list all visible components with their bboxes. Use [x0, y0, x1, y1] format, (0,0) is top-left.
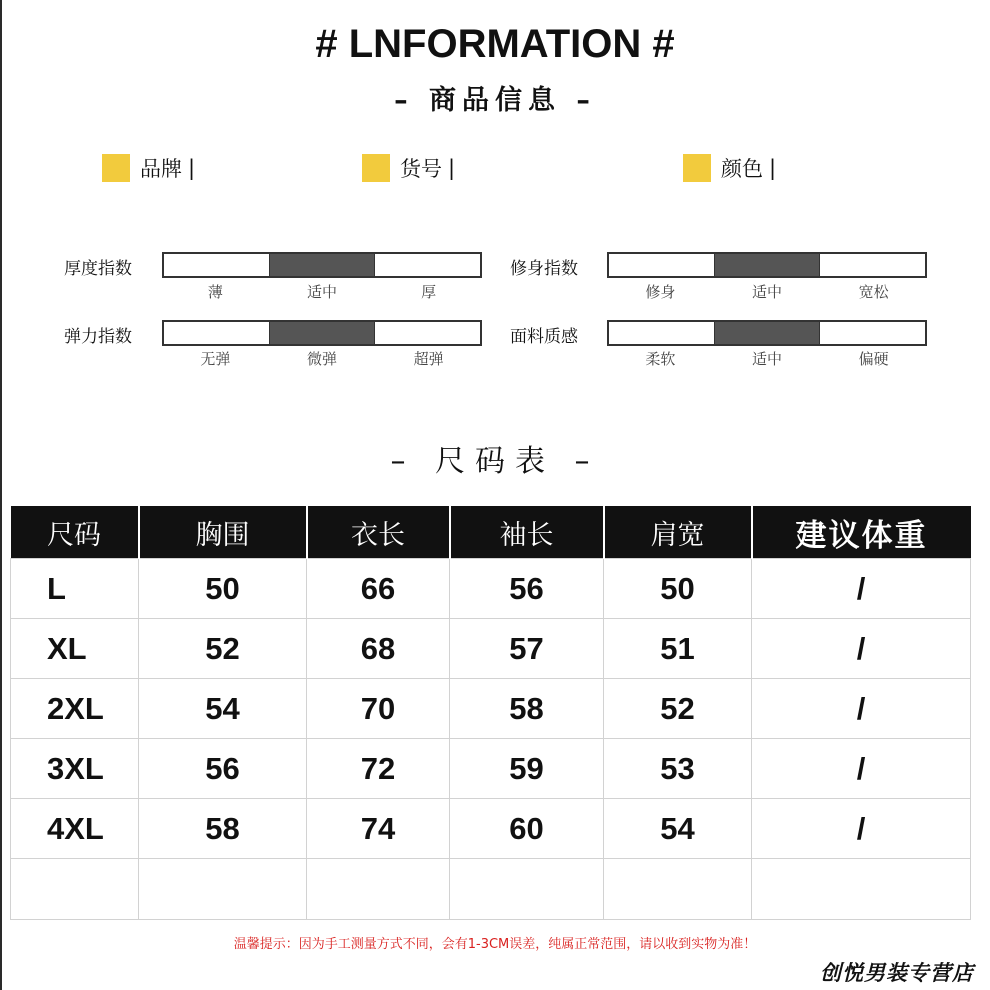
scale-option: 薄 — [207, 283, 223, 301]
scale-option: 适中 — [307, 283, 338, 301]
table-cell: 68 — [307, 619, 450, 679]
table-cell: 53 — [604, 739, 752, 799]
scale-segment — [819, 254, 925, 276]
yellow-square-icon — [102, 154, 130, 182]
shop-name-watermark: 创悦男装专营店 — [820, 961, 974, 985]
info-color — [683, 153, 776, 183]
table-cell: / — [752, 679, 971, 739]
measurement-notice: 温馨提示：因为手工测量方式不同，会有1-3CM误差，纯属正常范围，请以收到实物为准！ — [233, 937, 757, 952]
table-row-empty — [11, 859, 971, 920]
scale-option: 无弹 — [200, 350, 231, 368]
scale-segment — [609, 322, 714, 344]
table-cell: L — [11, 559, 139, 619]
header-chest: 胸围 — [139, 506, 307, 559]
yellow-square-icon — [683, 154, 711, 182]
table-row — [11, 619, 971, 679]
table-cell: 3XL — [11, 739, 139, 799]
elasticity-index-options — [162, 348, 482, 369]
table-cell — [752, 859, 971, 920]
table-cell: 51 — [604, 619, 752, 679]
table-cell: 4XL — [11, 799, 139, 859]
table-cell: / — [752, 799, 971, 859]
table-cell: 74 — [307, 799, 450, 859]
scale-option: 超弹 — [413, 350, 444, 368]
table-cell: 58 — [450, 679, 604, 739]
header-size: 尺码 — [11, 506, 139, 559]
table-cell: / — [752, 619, 971, 679]
table-cell: 56 — [450, 559, 604, 619]
fabric-index-options — [607, 348, 927, 369]
info-brand — [102, 153, 195, 183]
header-weight: 建议体重 — [752, 506, 971, 559]
info-separator: | — [769, 156, 777, 180]
table-row — [11, 679, 971, 739]
table-cell: 2XL — [11, 679, 139, 739]
scale-option: 柔软 — [645, 350, 676, 368]
scale-option: 微弹 — [307, 350, 338, 368]
table-cell: XL — [11, 619, 139, 679]
table-cell: 58 — [139, 799, 307, 859]
info-separator: | — [188, 156, 196, 180]
table-cell — [450, 859, 604, 920]
table-cell: / — [752, 739, 971, 799]
info-label: 颜色 — [721, 157, 763, 181]
header-length: 衣长 — [307, 506, 450, 559]
fit-index-scale — [607, 252, 927, 278]
table-cell: 70 — [307, 679, 450, 739]
table-cell: 59 — [450, 739, 604, 799]
scale-option: 适中 — [752, 350, 783, 368]
fabric-index-scale — [607, 320, 927, 346]
header-shoulder: 肩宽 — [604, 506, 752, 559]
scale-segment — [819, 322, 925, 344]
size-chart-title: – 尺码表 – — [390, 444, 600, 479]
table-cell: / — [752, 559, 971, 619]
fabric-index-label: 面料质感 — [510, 327, 578, 347]
table-row — [11, 799, 971, 859]
yellow-square-icon — [362, 154, 390, 182]
table-cell: 52 — [139, 619, 307, 679]
thickness-index-options — [162, 281, 482, 302]
scale-segment — [609, 254, 714, 276]
page-subtitle: – 商品信息 – — [394, 85, 596, 116]
elasticity-index-label: 弹力指数 — [64, 327, 132, 347]
scale-segment — [164, 322, 269, 344]
table-cell: 54 — [604, 799, 752, 859]
scale-option: 适中 — [752, 283, 783, 301]
info-separator: | — [448, 156, 456, 180]
scale-segment — [374, 254, 480, 276]
fit-index-label: 修身指数 — [510, 259, 578, 279]
table-header-row — [11, 506, 971, 559]
table-cell: 56 — [139, 739, 307, 799]
info-label: 货号 — [400, 157, 442, 181]
page-title: # LNFORMATION # — [315, 22, 675, 66]
scale-option: 厚 — [421, 283, 437, 301]
scale-segment — [714, 254, 820, 276]
fit-index-options — [607, 281, 927, 302]
table-cell — [307, 859, 450, 920]
table-cell — [604, 859, 752, 920]
table-cell: 57 — [450, 619, 604, 679]
scale-option: 宽松 — [858, 283, 889, 301]
info-item-number — [362, 153, 455, 183]
scale-option: 偏硬 — [858, 350, 889, 368]
scale-segment — [269, 322, 375, 344]
table-cell: 54 — [139, 679, 307, 739]
scale-segment — [164, 254, 269, 276]
table-row — [11, 739, 971, 799]
table-cell: 66 — [307, 559, 450, 619]
thickness-index-label: 厚度指数 — [64, 259, 132, 279]
scale-segment — [374, 322, 480, 344]
info-label: 品牌 — [140, 157, 182, 181]
header-sleeve: 袖长 — [450, 506, 604, 559]
table-row — [11, 559, 971, 619]
left-border — [0, 0, 2, 990]
table-cell — [11, 859, 139, 920]
scale-option: 修身 — [645, 283, 676, 301]
elasticity-index-scale — [162, 320, 482, 346]
table-cell: 52 — [604, 679, 752, 739]
thickness-index-scale — [162, 252, 482, 278]
scale-segment — [714, 322, 820, 344]
table-cell — [139, 859, 307, 920]
size-table — [10, 506, 971, 920]
scale-segment — [269, 254, 375, 276]
table-cell: 72 — [307, 739, 450, 799]
table-cell: 50 — [604, 559, 752, 619]
table-cell: 50 — [139, 559, 307, 619]
table-cell: 60 — [450, 799, 604, 859]
